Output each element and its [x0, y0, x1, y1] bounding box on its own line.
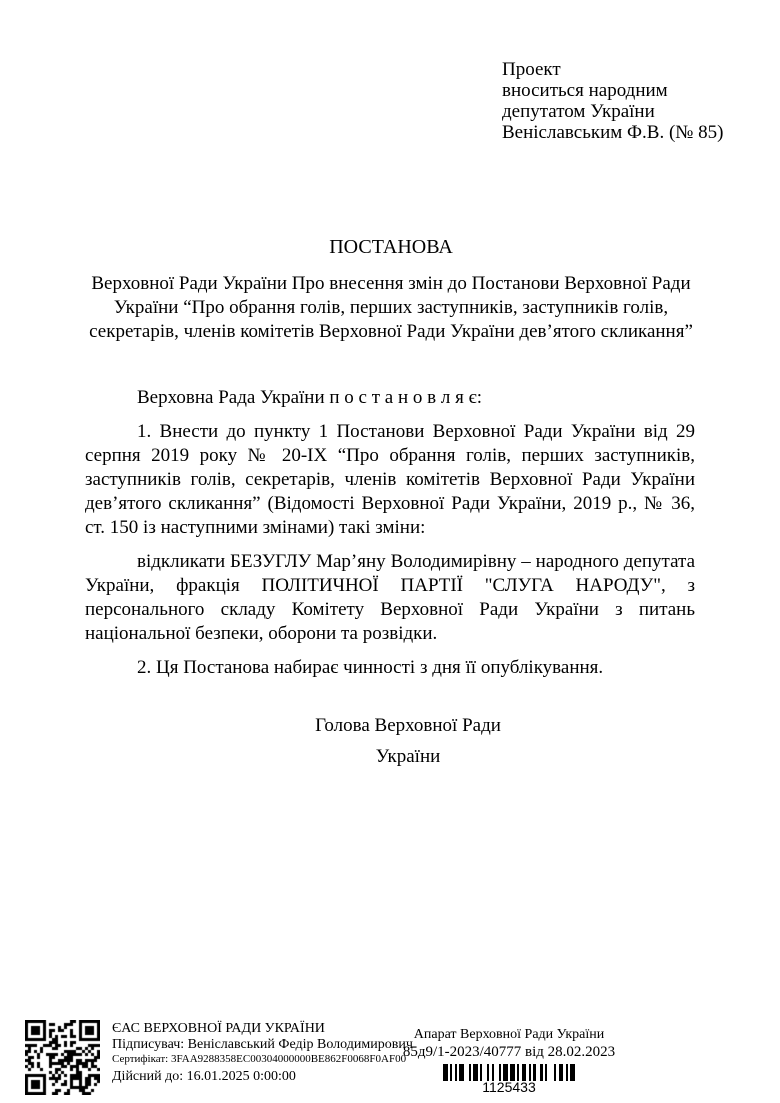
- signature-system-name: ЄАС ВЕРХОВНОЇ РАДИ УКРАЇНИ: [112, 1021, 325, 1036]
- resolution-clause: Верховна Рада України п о с т а н о в л я є:: [137, 387, 482, 408]
- certificate-number: Сертифікат: 3FAA9288358EC00304000000BE862F0068F0AF00: [112, 1053, 407, 1065]
- signature-block: [85, 710, 731, 772]
- paragraph-recall: відкликати БЕЗУГЛУ Мар’яну Володимирівну – народного депутата України, фракція ПОЛІТИЧНОЇ ПАРТІЇ "СЛУГА НАРОДУ", з персонального складу Комітету Верховної Ради України з питань національної безпеки, оборони та розвідки.: [85, 551, 695, 644]
- document-subtitle: Верховної Ради України Про внесення змін до Постанови Верховної Ради України “Про обрання голів, перших заступників, заступників голів, секретарів, членів комітетів Верховної Ради України дев’ятого скликання”: [89, 273, 693, 342]
- document-body: [85, 386, 695, 690]
- registration-number: 85д9/1-2023/40777 від 28.02.2023: [402, 1044, 616, 1060]
- paragraph-item-1: 1. Внести до пункту 1 Постанови Верховної Ради України від 29 серпня 2019 року № 20-IX “Про обрання голів, перших заступників, заступників голів, секретарів, членів комітетів Верховної Ради України дев’ятого скликання” (Відомості Верховної Ради України, 2019 р., № 36, ст. 150 із наступними змінами) такі зміни:: [85, 421, 695, 538]
- qr-code-icon: [25, 1020, 100, 1095]
- signature-post-line-1: Голова Верховної Ради: [315, 715, 501, 736]
- draft-attribution-block: [502, 59, 724, 143]
- draft-deputy-line: депутатом України: [502, 101, 655, 122]
- signature-post-line-2: України: [375, 746, 441, 767]
- signer-name: Підписувач: Веніславський Федір Володимирович: [112, 1037, 413, 1052]
- draft-submitted-by-line: вноситься народним: [502, 80, 668, 101]
- registration-stamp: [389, 1026, 629, 1094]
- draft-label: Проект: [502, 59, 561, 80]
- digital-signature-info: [112, 1020, 413, 1085]
- registration-org: Апарат Верховної Ради України: [413, 1027, 605, 1042]
- document-title: ПОСТАНОВА: [329, 236, 453, 258]
- certificate-validity: Дійсний до: 16.01.2025 0:00:00: [112, 1069, 296, 1084]
- draft-deputy-name: Веніславським Ф.В. (№ 85): [502, 122, 724, 143]
- paragraph-item-2: 2. Ця Постанова набирає чинності з дня її опублікування.: [137, 657, 604, 678]
- barcode-number: 1125433: [482, 1079, 536, 1095]
